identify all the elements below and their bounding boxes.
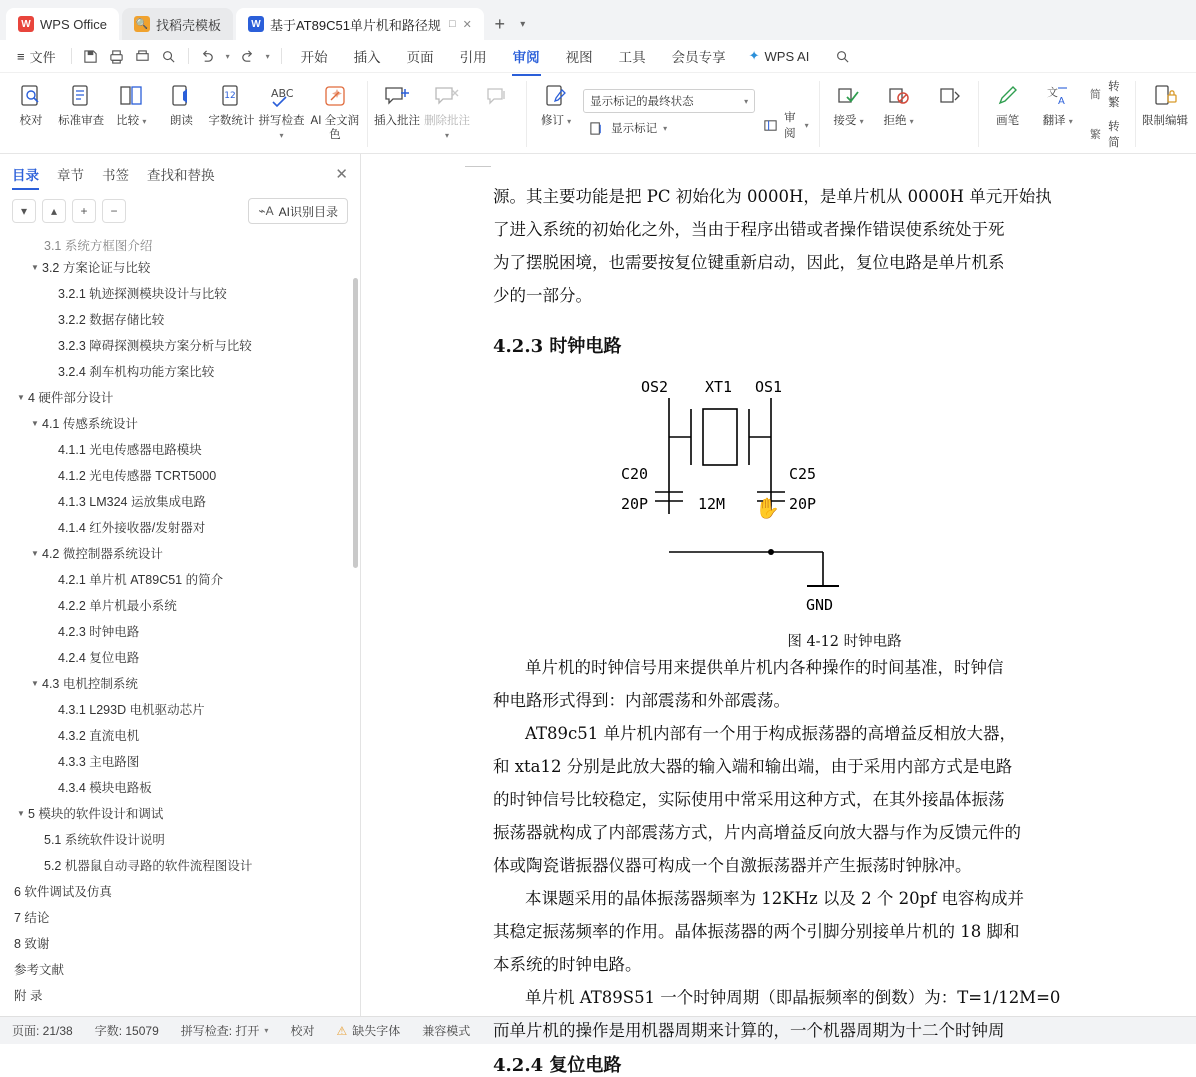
chevron-down-icon[interactable]: ▾ xyxy=(520,18,526,30)
new-tab-button[interactable]: + xyxy=(494,13,506,34)
list-item[interactable] xyxy=(0,462,360,488)
toc-label: 3.2.1 轨迹探测模块设计与比较 xyxy=(58,287,227,301)
list-item[interactable] xyxy=(0,514,360,540)
divider xyxy=(281,48,282,64)
toc-label: 3.2 方案论证与比较 xyxy=(42,261,151,275)
nav-tab-chapters[interactable]: 章节 xyxy=(57,168,84,183)
list-item[interactable] xyxy=(0,332,360,358)
figure-clock-circuit xyxy=(493,374,1196,624)
paragraph: 种电路形式得到：内部震荡和外部震荡。 xyxy=(493,691,790,710)
standard-review-button[interactable] xyxy=(56,75,106,153)
list-item[interactable] xyxy=(0,774,360,800)
next-comment-icon xyxy=(485,81,509,111)
list-item[interactable] xyxy=(0,826,360,852)
to-traditional-label: 转繁 xyxy=(1108,81,1120,109)
svg-text:12M: 12M xyxy=(698,495,726,513)
tab-page[interactable]: 页面 xyxy=(406,50,434,65)
paragraph: AT89c51 单片机内部有一个用于构成振荡器的高增益反相放大器， xyxy=(525,724,1016,743)
list-item[interactable] xyxy=(0,930,360,956)
toc-label: 7 结论 xyxy=(14,911,50,925)
toc-scrollbar[interactable] xyxy=(353,278,358,568)
show-markup-icon xyxy=(587,119,605,137)
compare-button[interactable] xyxy=(106,75,156,153)
reject-button[interactable] xyxy=(874,75,924,153)
chevron-down-icon[interactable]: ▼ xyxy=(31,678,39,688)
toc-label: 5.1 系统软件设计说明 xyxy=(44,833,165,847)
chevron-down-icon[interactable]: ▼ xyxy=(31,262,39,272)
button-label: 拼写检查 ▾ xyxy=(258,115,305,141)
tab-reference[interactable]: 引用 xyxy=(459,50,487,65)
toc-label: 4.3 电机控制系统 xyxy=(42,677,138,691)
proofread-button[interactable] xyxy=(6,75,56,153)
compare-icon xyxy=(118,81,144,111)
list-item[interactable] xyxy=(0,540,360,566)
header-rule xyxy=(465,166,491,167)
wps-ai-label: WPS AI xyxy=(764,48,810,64)
save-icon[interactable] xyxy=(78,44,104,68)
zoom-in-icon[interactable]: + xyxy=(72,199,96,223)
next-comment-button[interactable] xyxy=(472,75,522,153)
navigation-toolbar xyxy=(0,190,360,232)
button-label: 接受 ▾ xyxy=(833,115,864,127)
ai-recognize-toc-button[interactable] xyxy=(248,198,348,224)
collapse-all-icon[interactable]: ▾ xyxy=(12,199,36,223)
wps-logo-icon: W xyxy=(18,16,34,32)
delete-comment-icon xyxy=(433,81,461,111)
reject-icon xyxy=(886,81,912,111)
markup-state-select[interactable] xyxy=(583,89,755,113)
toc-label: 3.1 系统方框图介绍 xyxy=(44,239,153,253)
list-item[interactable] xyxy=(0,618,360,644)
search-icon: 🔍 xyxy=(134,16,150,32)
heading-clock-circuit: 4.2.3 时钟电路 xyxy=(493,336,622,357)
list-item[interactable] xyxy=(0,696,360,722)
spellcheck-status[interactable] xyxy=(181,1022,269,1039)
clock-circuit-diagram xyxy=(493,374,963,624)
toc-label: 附 录 xyxy=(14,989,43,1003)
undo-icon[interactable] xyxy=(195,44,221,68)
tab-label: WPS Office xyxy=(40,16,107,32)
toc-label: 4.1.4 红外接收器/发射器对 xyxy=(58,521,206,535)
delete-comment-button[interactable] xyxy=(422,75,472,153)
ai-sparkle-icon: ✦ xyxy=(748,48,760,63)
button-label: 画笔 xyxy=(996,115,1020,127)
list-item[interactable] xyxy=(0,800,360,826)
expand-up-icon[interactable]: ▴ xyxy=(42,199,66,223)
tab-label: 基于AT89C51单片机和路径规 xyxy=(269,17,441,33)
toc-label: 4.2.3 时钟电路 xyxy=(58,625,140,639)
redo-caret-icon[interactable]: ▾ xyxy=(265,51,270,61)
svg-text:C20: C20 xyxy=(621,465,649,483)
word-count-indicator[interactable]: 字数: 15079 xyxy=(94,1024,159,1038)
insert-comment-button[interactable] xyxy=(372,75,422,153)
search-icon[interactable] xyxy=(829,44,855,68)
toc-label: 4.3.4 模块电路板 xyxy=(58,781,152,795)
paragraph: 本系统的时钟电路。 xyxy=(493,955,642,974)
toc-label: 4 硬件部分设计 xyxy=(28,391,114,405)
restrict-edit-button[interactable] xyxy=(1140,75,1190,153)
show-markup-label: 显示标记 xyxy=(611,123,658,135)
list-item[interactable] xyxy=(0,488,360,514)
toc-label: 4.2.2 单片机最小系统 xyxy=(58,599,177,613)
toc-label: 4.1.3 LM324 运放集成电路 xyxy=(58,495,206,509)
navigation-tabs xyxy=(0,154,360,190)
svg-text:C25: C25 xyxy=(789,465,817,483)
page-indicator[interactable]: 页面: 21/38 xyxy=(12,1024,73,1038)
divider xyxy=(188,48,189,64)
divider xyxy=(1135,81,1136,147)
paragraph: 了进入系统的初始化之外，当由于程序出错或者操作错误使系统处于死 xyxy=(493,220,1005,239)
paragraph: 振荡器就构成了内部震荡方式，片内高增益反向放大器与作为反馈元件的 xyxy=(493,823,1021,842)
ai-polish-button[interactable] xyxy=(307,75,364,153)
chevron-down-icon[interactable]: ▼ xyxy=(17,808,25,818)
button-label: 校对 xyxy=(19,115,43,127)
reviewing-pane-button[interactable]: 审阅 ▾ xyxy=(759,107,813,143)
lock-icon xyxy=(1152,81,1178,111)
accept-icon xyxy=(835,81,861,111)
paragraph: 体或陶瓷谐振器仪器可构成一个自激振荡器并产生振荡时钟脉冲。 xyxy=(493,856,972,875)
list-item[interactable] xyxy=(0,904,360,930)
mouse-cursor-icon: ✋ xyxy=(755,498,780,520)
list-item[interactable] xyxy=(0,384,360,410)
nav-tab-bookmarks[interactable]: 书签 xyxy=(102,168,129,183)
revision-display-group xyxy=(581,75,757,153)
divider xyxy=(819,81,820,147)
conversion-group xyxy=(1083,75,1131,153)
to-simplified-button[interactable] xyxy=(1085,116,1129,152)
markup-state-value: 显示标记的最终状态 xyxy=(590,96,694,108)
toc-label: 3.2.2 数据存储比较 xyxy=(58,313,165,327)
previous-change-icon xyxy=(937,81,961,111)
svg-text:GND: GND xyxy=(806,596,834,614)
toc-label: 5.2 机器鼠自动寻路的软件流程图设计 xyxy=(44,859,253,873)
toc-label: 5 模块的软件设计和调试 xyxy=(28,807,164,821)
tab-wps-office[interactable] xyxy=(6,8,119,40)
insert-comment-icon xyxy=(383,81,411,111)
spellcheck-label: 拼写检查: 打开 xyxy=(180,1024,260,1038)
ai-recognize-label: AI识别目录 xyxy=(278,204,338,219)
toc-label: 4.2.4 复位电路 xyxy=(58,651,140,665)
svg-text:20P: 20P xyxy=(621,495,649,513)
tab-template-search[interactable] xyxy=(122,8,233,40)
list-item[interactable] xyxy=(0,644,360,670)
paragraph: 少的一部分。 xyxy=(493,286,592,305)
file-menu-label: 文件 xyxy=(29,49,56,65)
reviewing-pane-group xyxy=(757,75,815,153)
toc-label: 6 软件调试及仿真 xyxy=(14,885,112,899)
divider xyxy=(367,81,368,147)
list-item[interactable] xyxy=(0,410,360,436)
read-aloud-button[interactable] xyxy=(156,75,206,153)
button-label: 插入批注 xyxy=(373,115,420,127)
compatibility-mode: 兼容模式 xyxy=(422,1024,471,1038)
print-icon[interactable] xyxy=(104,44,130,68)
paragraph: 单片机 AT89S51 一个时钟周期（即晶振频率的倒数）为：T=1/12M=0 xyxy=(525,988,1061,1007)
list-item[interactable] xyxy=(0,670,360,696)
list-item[interactable] xyxy=(0,852,360,878)
toc-label: 8 致谢 xyxy=(14,937,50,951)
accept-button[interactable] xyxy=(823,75,873,153)
button-label: 翻译 ▾ xyxy=(1042,115,1073,127)
svg-text:ABC: ABC xyxy=(270,87,294,100)
title-bar xyxy=(0,0,1196,40)
undo-caret-icon[interactable]: ▾ xyxy=(225,51,230,61)
tab-insert[interactable]: 插入 xyxy=(353,50,381,65)
button-label: 删除批注 ▾ xyxy=(424,115,471,141)
toc-label: 4.1.2 光电传感器 TCRT5000 xyxy=(58,469,217,483)
wps-ai-button[interactable] xyxy=(739,48,820,64)
paragraph: 源。其主要功能是把 PC 初始化为 0000H，是单片机从 0000H 单元开始执 xyxy=(493,187,1052,206)
svg-text:XT1: XT1 xyxy=(705,378,733,396)
paragraph: 其稳定振荡频率的作用。晶体振荡器的两个引脚分别接单片机的 18 脚和 xyxy=(493,922,1020,941)
chevron-down-icon: ▾ xyxy=(264,1026,269,1035)
toc-label: 3.2.4 刹车机构功能方案比较 xyxy=(58,365,215,379)
ai-polish-icon xyxy=(322,81,348,111)
svg-text:A: A xyxy=(1057,96,1065,107)
close-icon[interactable]: ✕ xyxy=(335,166,348,183)
list-item[interactable] xyxy=(0,956,360,982)
list-item[interactable] xyxy=(0,982,360,1008)
word-doc-icon: W xyxy=(248,16,264,32)
paragraph: 的时钟信号比较稳定，实际使用中常采用这种方式，在其外接晶体振荡 xyxy=(493,790,1005,809)
toc-label: 4.3.1 L293D 电机驱动芯片 xyxy=(58,703,205,717)
warning-icon: ⚠ xyxy=(336,1023,348,1038)
word-count-icon xyxy=(218,81,244,111)
paragraph: 为了摆脱困境，也需要按复位键重新启动，因此，复位电路是单片机系 xyxy=(493,253,1005,272)
to-simplified-label: 转简 xyxy=(1108,121,1120,149)
tab-view[interactable]: 视图 xyxy=(565,50,593,65)
restore-window-icon[interactable]: □ xyxy=(448,17,456,30)
list-item[interactable] xyxy=(0,306,360,332)
svg-text:12: 12 xyxy=(224,91,237,101)
chevron-down-icon[interactable]: ▼ xyxy=(17,392,25,402)
list-item[interactable] xyxy=(0,358,360,384)
track-changes-button[interactable] xyxy=(531,75,581,153)
chevron-down-icon[interactable]: ▼ xyxy=(31,548,39,558)
nav-tab-find-replace[interactable]: 查找和替换 xyxy=(147,168,215,183)
to-traditional-icon: 简 xyxy=(1089,89,1101,101)
proofread-icon xyxy=(18,81,44,111)
list-item[interactable] xyxy=(0,436,360,462)
toc-label: 参考文献 xyxy=(14,963,65,977)
toc-label: 4.1.1 光电传感器电路模块 xyxy=(58,443,202,457)
pen-button[interactable] xyxy=(983,75,1033,153)
previous-change-button[interactable] xyxy=(924,75,974,153)
button-label: 比较 ▾ xyxy=(116,115,147,127)
button-label: AI 全文润色 xyxy=(310,115,360,142)
translate-button[interactable] xyxy=(1033,75,1083,153)
spellcheck-icon xyxy=(267,81,297,111)
toc-label: 4.3.3 主电路图 xyxy=(58,755,140,769)
reviewing-pane-label: 审阅 xyxy=(784,112,796,140)
pen-icon xyxy=(995,81,1021,111)
divider xyxy=(71,48,72,64)
navigation-pane xyxy=(0,154,361,1016)
show-markup-button[interactable]: 显示标记 ▾ xyxy=(583,117,755,139)
ai-icon: ⌁A xyxy=(258,204,274,218)
tab-active-document[interactable] xyxy=(236,8,484,40)
button-label: 字数统计 xyxy=(208,115,255,127)
hamburger-icon: ≡ xyxy=(17,48,25,64)
toc-label: 4.2.1 单片机 AT89C51 的简介 xyxy=(58,573,224,587)
svg-text:OS1: OS1 xyxy=(755,378,783,396)
find-icon[interactable] xyxy=(156,44,182,68)
spellcheck-button[interactable] xyxy=(256,75,306,153)
ribbon-review xyxy=(0,73,1196,154)
figure-caption: 图 4-12 时钟电路 xyxy=(787,634,902,650)
to-simplified-icon: 繁 xyxy=(1089,129,1101,141)
file-menu-button[interactable] xyxy=(8,44,65,69)
word-count-button[interactable] xyxy=(206,75,256,153)
paragraph: 本课题采用的晶体振荡器频率为 12KHz 以及 2 个 20pf 电容构成并 xyxy=(525,889,1025,908)
heading-reset-circuit: 4.2.4 复位电路 xyxy=(493,1055,622,1076)
list-item[interactable] xyxy=(0,280,360,306)
standard-review-icon xyxy=(68,81,94,111)
missing-font-label: 缺失字体 xyxy=(352,1024,401,1038)
chevron-down-icon: ▾ xyxy=(744,96,749,106)
list-item[interactable] xyxy=(0,748,360,774)
tab-label: 找稻壳模板 xyxy=(155,17,221,33)
proofread-status[interactable]: 校对 xyxy=(290,1024,315,1038)
svg-text:20P: 20P xyxy=(789,495,817,513)
list-item[interactable] xyxy=(0,592,360,618)
svg-text:文: 文 xyxy=(1046,86,1058,99)
menu-bar xyxy=(0,40,1196,73)
chevron-down-icon[interactable]: ▼ xyxy=(31,418,39,428)
button-label: 修订 ▾ xyxy=(540,115,572,127)
button-label: 限制编辑 xyxy=(1142,115,1189,127)
toc-list[interactable] xyxy=(0,232,360,1016)
toc-label: 4.2 微控制器系统设计 xyxy=(42,547,163,561)
list-item[interactable] xyxy=(0,254,360,280)
list-item[interactable] xyxy=(0,236,360,254)
tab-start[interactable]: 开始 xyxy=(300,50,328,65)
read-aloud-icon xyxy=(168,81,194,111)
zoom-out-icon[interactable]: − xyxy=(102,199,126,223)
translate-icon xyxy=(1045,81,1071,111)
to-traditional-button[interactable] xyxy=(1085,76,1129,112)
button-label: 拒绝 ▾ xyxy=(883,115,914,127)
list-item[interactable] xyxy=(0,722,360,748)
toc-label: 3.2.3 障碍探测模块方案分析与比较 xyxy=(58,339,252,353)
reviewing-pane-icon xyxy=(763,116,778,134)
paragraph: 和 xta12 分别是此放大器的输入端和输出端，由于采用内部方式是电路 xyxy=(493,757,1013,776)
list-item[interactable] xyxy=(0,878,360,904)
divider xyxy=(978,81,979,147)
list-item[interactable] xyxy=(0,566,360,592)
paragraph: 单片机的时钟信号用来提供单片机内各种操作的时间基准，时钟信 xyxy=(525,658,1004,677)
tab-member[interactable]: 会员专享 xyxy=(671,50,726,65)
paragraph: 而单片机的操作是用机器周期来计算的，一个机器周期为十二个时钟周 xyxy=(493,1021,1005,1040)
print-preview-icon[interactable] xyxy=(130,44,156,68)
svg-text:OS2: OS2 xyxy=(641,378,669,396)
button-label: 朗读 xyxy=(169,115,193,127)
track-changes-icon xyxy=(543,81,569,111)
missing-font-warning[interactable] xyxy=(336,1022,400,1039)
toc-label: 4.3.2 直流电机 xyxy=(58,729,140,743)
tab-tools[interactable]: 工具 xyxy=(618,50,646,65)
redo-icon[interactable] xyxy=(235,44,261,68)
divider xyxy=(526,81,527,147)
button-label: 标准审查 xyxy=(58,115,105,127)
close-tab-icon[interactable]: ✕ xyxy=(462,18,472,31)
nav-tab-toc[interactable]: 目录 xyxy=(12,164,39,184)
tab-review[interactable]: 审阅 xyxy=(500,42,553,70)
toc-label: 4.1 传感系统设计 xyxy=(42,417,138,431)
